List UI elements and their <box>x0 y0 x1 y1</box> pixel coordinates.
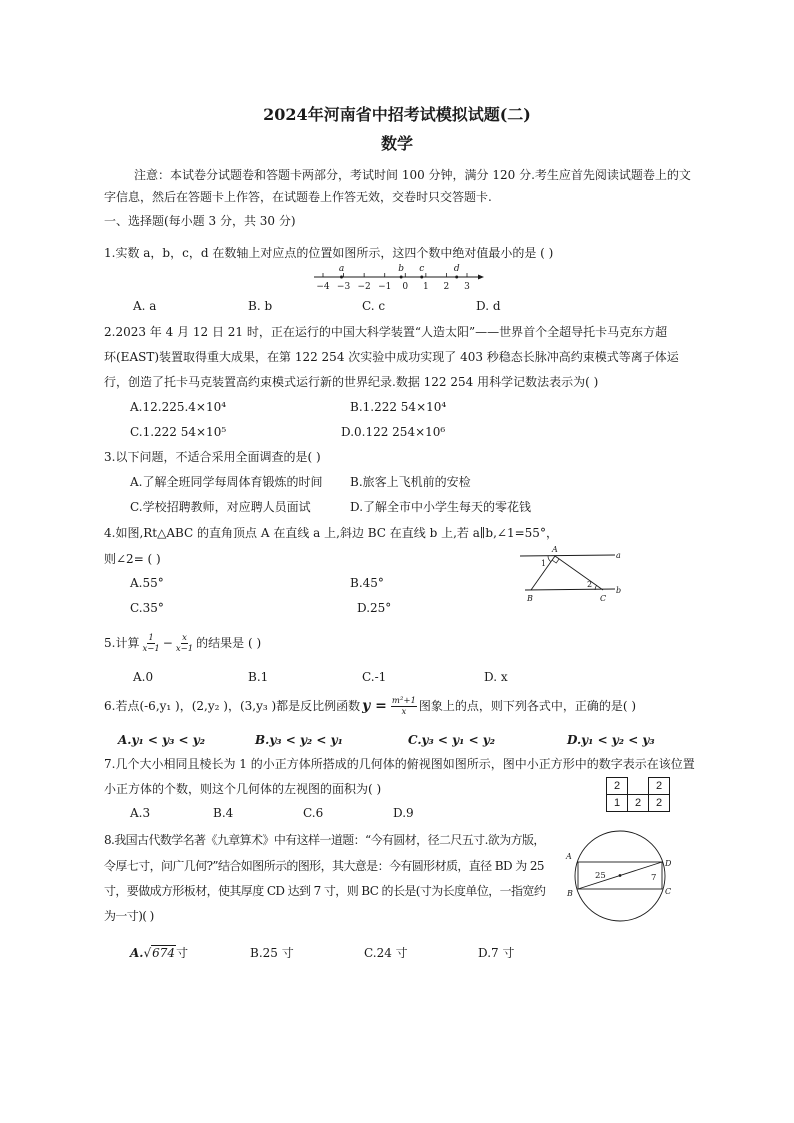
number-line-tick-label: −2 <box>357 282 371 292</box>
grid-cell: 2 <box>648 794 670 812</box>
circle-center <box>619 874 622 877</box>
q1-stem: 1.实数 a，b，c，d 在数轴上对应点的位置如图所示，这四个数中绝对值最小的是 ( ) <box>104 246 554 260</box>
q8-option-a-label: A. <box>130 946 144 960</box>
vertex-c-label: C <box>600 594 607 603</box>
q5-fraction-1 <box>141 633 160 654</box>
q6-fraction-denominator: x <box>401 707 407 717</box>
q6-prefix: 6.若点(-6,y₁ )，(2,y₂ )，(3,y₃ )都是反比例函数 <box>104 699 361 713</box>
q4-line-2: 则∠2= ( ) <box>104 552 161 566</box>
number-line-point-label: d <box>453 264 460 274</box>
q8-option-c: C.24 寸 <box>364 946 408 960</box>
q6-fraction-numerator: m²+1 <box>391 696 416 706</box>
q5-fraction-1-denominator: x−1 <box>142 644 160 654</box>
line-a <box>520 555 615 556</box>
number-line-point-label: b <box>398 264 405 274</box>
q8-option-a-unit: 寸 <box>176 946 189 960</box>
q1-option-c: C. c <box>362 299 386 313</box>
number-line-point <box>340 276 343 279</box>
number-line-tick-label: 3 <box>464 282 470 292</box>
angle-1-label: 1 <box>541 559 547 568</box>
q3-option-d: D.了解全市中小学生每天的零花钱 <box>350 500 532 514</box>
q4-option-b: B.45° <box>350 576 384 590</box>
q5-option-d: D. x <box>484 670 508 684</box>
number-line-tick-label: −4 <box>316 282 330 292</box>
subject-title: 数学 <box>380 134 413 153</box>
q5-option-a: A.0 <box>133 670 154 684</box>
grid-cell: 2 <box>648 777 670 795</box>
q2-option-a: A.12.225.4×10⁴ <box>130 400 227 414</box>
section-title: 一、选择题(每小题 3 分，共 30 分) <box>104 214 296 228</box>
vertex-c-label: C <box>665 887 672 896</box>
q6-option-d: D.y₁ < y₂ < y₃ <box>567 733 655 747</box>
sqrt-icon: √ <box>143 946 152 960</box>
q4-option-d: D.25° <box>357 601 392 615</box>
vertex-b-label: B <box>567 889 573 898</box>
q5-option-c: C.-1 <box>362 670 387 684</box>
vertex-a-label: A <box>552 545 558 554</box>
q2-line-3: 行，创造了托卡马克装置高约束模式运行新的世界纪录.数据 122 254 用科学记数法表示为( ) <box>104 375 599 389</box>
q1-option-a: A. a <box>133 299 157 313</box>
q5-operator: − <box>162 636 173 650</box>
q1-option-b: B. b <box>248 299 273 313</box>
q6-option-b: B.y₃ < y₂ < y₁ <box>255 733 343 747</box>
grid-cell-empty <box>627 777 649 795</box>
q6-stem <box>104 694 636 718</box>
q6-option-c: C.y₃ < y₁ < y₂ <box>408 733 496 747</box>
vertex-a-label: A <box>566 852 572 861</box>
diameter-label: 25 <box>595 871 606 881</box>
q3-option-a: A.了解全班同学每周体育锻炼的时间 <box>130 475 323 489</box>
q4-option-a: A.55° <box>130 576 164 590</box>
angle-2-label: 2 <box>587 580 593 589</box>
q2-option-b: B.1.222 54×10⁴ <box>350 400 447 414</box>
grid-cell: 2 <box>606 777 628 795</box>
q5-prefix: 5.计算 <box>104 636 140 650</box>
q8-line-4: 为一寸)( ) <box>104 909 154 923</box>
q5-option-b: B.1 <box>248 670 269 684</box>
q2-line-2: 环(EAST)装置取得重大成果，在第 122 254 次实验中成功实现了 403 秒稳态长脉冲高约束模式等离子体运 <box>104 350 679 364</box>
q7-option-a: A.3 <box>130 806 151 820</box>
thickness-label: 7 <box>651 873 657 883</box>
angle-1-arc <box>548 556 551 562</box>
q5-fraction-2-denominator: x−1 <box>175 644 194 654</box>
q8-line-2: 令厚七寸，问广几何?”结合如图所示的图形，其大意是：今有圆形材质，直径 BD 为 25 <box>104 859 544 873</box>
q6-option-a: A.y₁ < y₃ < y₂ <box>118 733 205 747</box>
q7-line-2: 小正方体的个数，则这个几何体的左视图的面积为( ) <box>104 782 382 796</box>
notice-line-1: 注意：本试卷分试题卷和答题卡两部分，考试时间 100 分钟，满分 120 分.考生应首先阅读试题卷上的文 <box>134 168 691 182</box>
number-line-tick-label: −1 <box>378 282 392 292</box>
q7-option-b: B.4 <box>213 806 234 820</box>
q7-top-view-grid <box>606 777 669 811</box>
q2-line-1: 2.2023 年 4 月 12 日 21 时，正在运行的中国大科学装置“人造太阳”——世界首个全超导托卡马克东方超 <box>104 325 668 339</box>
q8-option-a-radicand: 674 <box>152 946 176 960</box>
q4-triangle-figure <box>515 543 627 605</box>
grid-cell: 1 <box>606 794 628 812</box>
q4-line-1: 4.如图,Rt△ABC 的直角顶点 A 在直线 a 上,斜边 BC 在直线 b 上,若 a∥b,∠1=55°， <box>104 526 558 540</box>
notice-line-2: 字信息，然后在答题卡上作答，在试题卷上作答无效，交卷时只交答题卡. <box>104 190 492 204</box>
side-ac <box>555 556 603 590</box>
q5-fraction-2-numerator: x <box>182 633 187 643</box>
number-line-arrow-icon <box>478 275 484 280</box>
q2-option-c: C.1.222 54×10⁵ <box>130 425 227 439</box>
number-line-point <box>420 276 423 279</box>
q4-option-c: C.35° <box>130 601 164 615</box>
q3-option-b: B.旅客上飞机前的安检 <box>350 475 471 489</box>
q7-line-1: 7.几个大小相同且棱长为 1 的小正方体所搭成的几何体的俯视图如图所示，图中小正方形中的数字表示在该位置 <box>104 757 695 771</box>
q8-circle-figure <box>562 826 678 926</box>
exam-title: 2024年河南省中招考试模拟试题(二) <box>263 105 531 124</box>
q7-option-c: C.6 <box>303 806 324 820</box>
q5-suffix: 的结果是 ( ) <box>196 636 262 650</box>
vertex-d-label: D <box>665 859 672 868</box>
number-line-tick-label: 1 <box>422 282 429 292</box>
q7-option-d: D.9 <box>393 806 414 820</box>
q1-number-line <box>310 260 490 292</box>
q6-function-lhs: y = <box>362 698 387 714</box>
line-b-label: b <box>616 586 622 595</box>
line-a-label: a <box>616 551 621 560</box>
q6-suffix: 图象上的点，则下列各式中，正确的是( ) <box>418 699 637 713</box>
q8-option-d: D.7 寸 <box>478 946 515 960</box>
q3-option-c: C.学校招聘教师，对应聘人员面试 <box>130 500 311 514</box>
number-line-point <box>455 276 458 279</box>
q2-option-d: D.0.122 254×10⁶ <box>341 425 446 439</box>
q8-line-3: 寸，要做成方形板材，使其厚度 CD 达到 7 寸，则 BC 的长是(寸为长度单位，一指宽约 <box>104 884 546 898</box>
number-line-point-label: a <box>338 264 345 274</box>
q8-option-a <box>130 945 188 961</box>
q5-stem <box>104 631 261 655</box>
number-line-tick-label: 2 <box>443 282 450 292</box>
number-line-point <box>400 276 403 279</box>
grid-cell: 2 <box>627 794 649 812</box>
number-line-tick-label: −3 <box>336 282 351 292</box>
number-line-tick-label: 0 <box>402 282 409 292</box>
q5-fraction-2 <box>175 633 194 654</box>
q8-line-1: 8.我国古代数学名著《九章算术》中有这样一道题：“今有圆材，径二尺五寸.欲为方版， <box>104 833 545 847</box>
right-angle-mark <box>552 559 559 563</box>
q3-stem: 3.以下问题，不适合采用全面调查的是( ) <box>104 450 321 464</box>
q6-fraction <box>391 696 417 717</box>
q1-option-d: D. d <box>476 299 501 313</box>
q5-fraction-1-numerator: 1 <box>148 633 154 643</box>
vertex-b-label: B <box>527 594 533 603</box>
q8-option-b: B.25 寸 <box>250 946 294 960</box>
number-line-point-label: c <box>419 264 425 274</box>
